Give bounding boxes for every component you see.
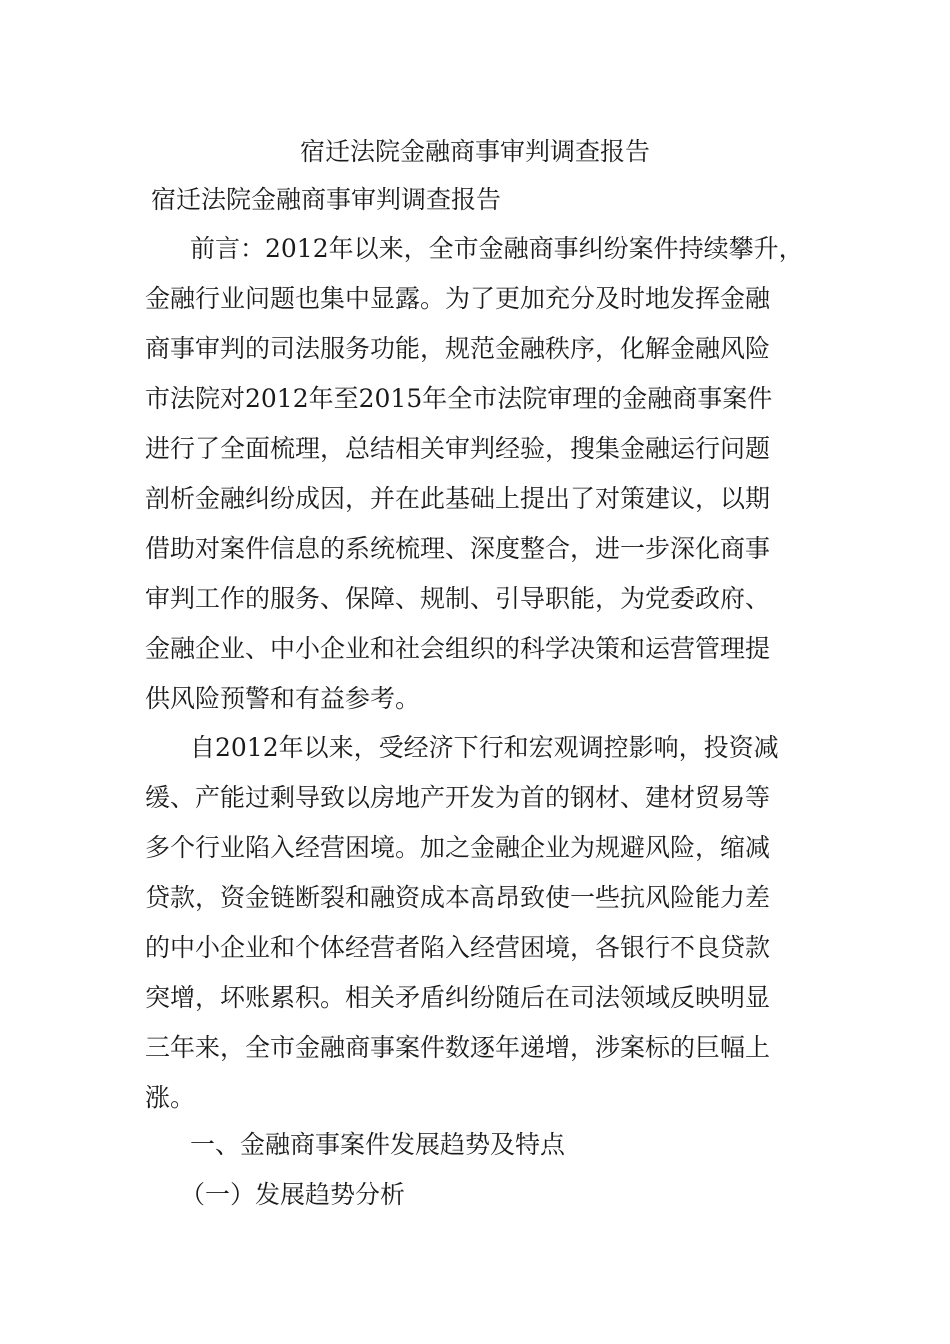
- document-subtitle: 宿迁法院金融商事审判调查报告: [151, 185, 502, 214]
- text-line: 贷款，资金链断裂和融资成本高昂致使一些抗风险能力差: [145, 883, 771, 912]
- text-line: 前言：2012年以来，全市金融商事纠纷案件持续攀升，: [190, 234, 804, 263]
- text-line: 金融行业问题也集中显露。为了更加充分及时地发挥金融: [145, 284, 771, 313]
- text-line: 剖析金融纠纷成因，并在此基础上提出了对策建议，以期: [145, 484, 771, 513]
- document-title: 宿迁法院金融商事审判调查报告: [299, 137, 650, 166]
- text-line: 进行了全面梳理，总结相关审判经验，搜集金融运行问题: [145, 434, 771, 463]
- text-line: 供风险预警和有益参考。: [145, 684, 421, 713]
- subsection-heading: （一）发展趋势分析: [180, 1180, 406, 1209]
- paragraph-background: [145, 723, 845, 1123]
- text-line: 多个行业陷入经营困境。加之金融企业为规避风险，缩减: [145, 833, 771, 862]
- text-line: 三年来，全市金融商事案件数逐年递增，涉案标的巨幅上: [145, 1033, 771, 1062]
- paragraph-preface: [145, 224, 845, 724]
- text-line: 的中小企业和个体经营者陷入经营困境，各银行不良贷款: [145, 933, 771, 962]
- text-line: 金融企业、中小企业和社会组织的科学决策和运营管理提: [145, 634, 771, 663]
- text-line: 借助对案件信息的系统梳理、深度整合，进一步深化商事: [145, 534, 771, 563]
- text-line: 自2012年以来，受经济下行和宏观调控影响，投资减: [190, 733, 779, 762]
- text-line: 市法院对2012年至2015年全市法院审理的金融商事案件: [145, 384, 773, 413]
- text-line: 涨。: [145, 1083, 196, 1112]
- text-line: 缓、产能过剩导致以房地产开发为首的钢材、建材贸易等: [145, 783, 771, 812]
- text-line: 商事审判的司法服务功能，规范金融秩序，化解金融风险: [145, 334, 771, 363]
- text-line: 审判工作的服务、保障、规制、引导职能，为党委政府、: [145, 584, 771, 613]
- text-line: 突增，坏账累积。相关矛盾纠纷随后在司法领域反映明显: [145, 983, 771, 1012]
- section-heading: 一、金融商事案件发展趋势及特点: [190, 1130, 566, 1159]
